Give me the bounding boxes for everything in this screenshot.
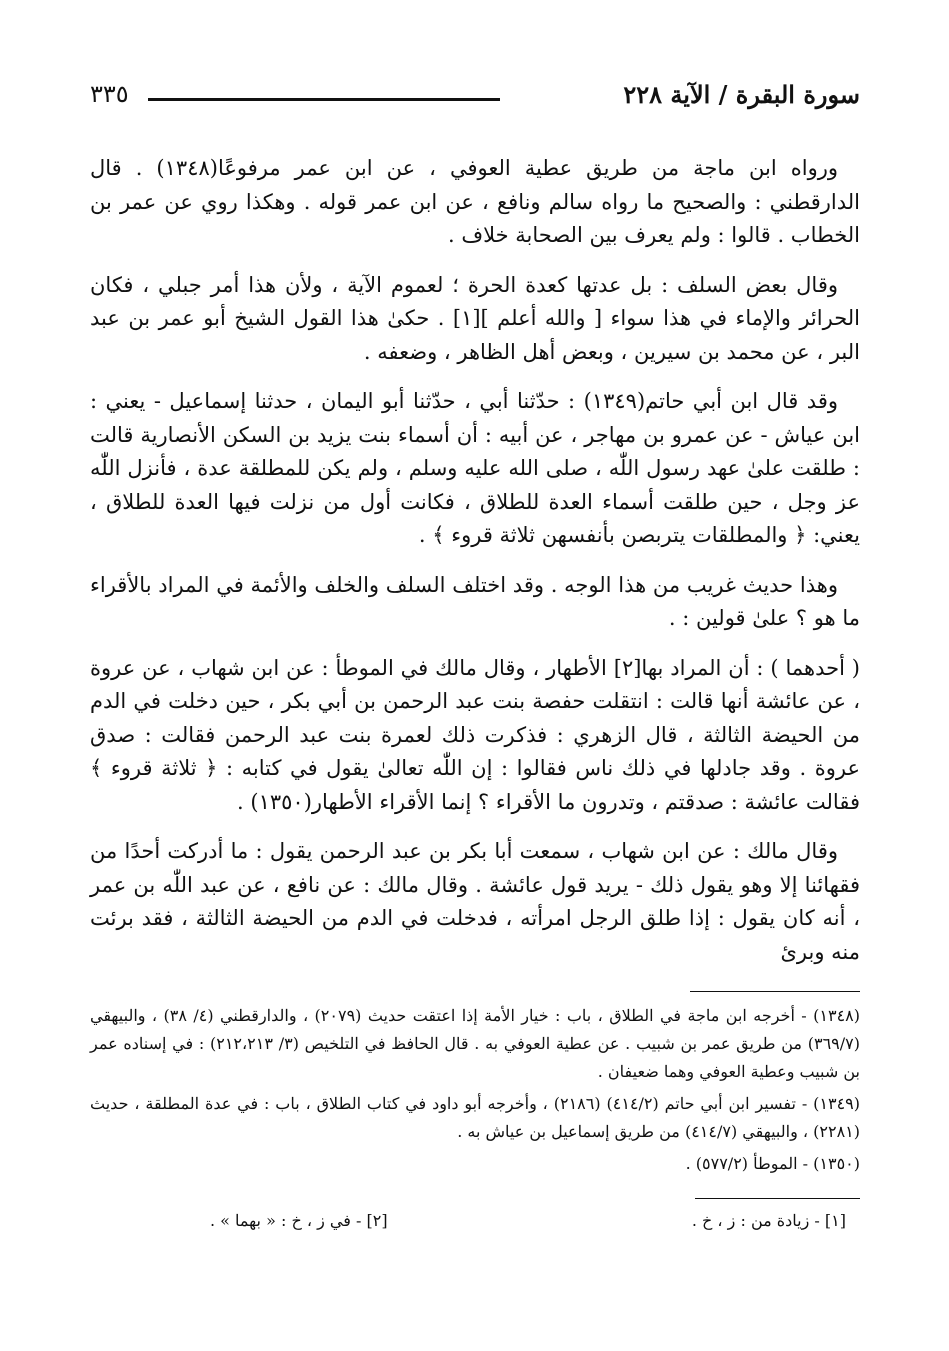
book-page: [90, 78, 860, 1318]
page-header: [90, 78, 860, 118]
main-text: [90, 152, 860, 969]
editor-note-1: [١] - زيادة من : ز ، خ .: [691, 1211, 846, 1230]
paragraph-1: ورواه ابن ماجة من طريق عطية العوفي ، عن ابن عمر مرفوعًا(١٣٤٨) . قال الدارقطني : والصحيح ما رواه سالم ونافع ، عن ابن عمر قوله . وهكذا روي عن عمر بن الخطاب . قالوا : ولم يعرف بين الصحابة خلاف .: [90, 156, 860, 247]
header-rule: [148, 98, 500, 101]
bottom-note-separator: [695, 1198, 860, 1199]
paragraph-2: وقال بعض السلف : بل عدتها كعدة الحرة ؛ لعموم الآية ، ولأن هذا أمر جبلي ، فكان الحرائر والإماء في هذا سواء [ والله أعلم ][١] . حكىٰ هذا القول الشيخ أبو عمر بن عبد البر ، عن محمد بن سيرين ، وبعض أهل الظاهر ، وضعفه .: [90, 272, 860, 364]
footnote-1349: (١٣٤٩) - تفسير ابن أبي حاتم (٤١٤/٢) (٢١٨٦) ، وأخرجه أبو داود في كتاب الطلاق ، باب : في عدة المطلقة ، حديث (٢٢٨١) ، والبيهقي (٤١٤/٧) من طريق إسماعيل بن عياش به .: [90, 1094, 860, 1141]
footnote-1348: (١٣٤٨) - أخرجه ابن ماجة في الطلاق ، باب : خيار الأمة إذا اعتقت حديث (٢٠٧٩) ، والدارقطني (٤/ ٣٨) ، والبيهقي (٣٦٩/٧) من طريق عمر بن شبيب . عن عطية العوفي به . قال الحافظ في التلخيص (٣/ ٢١٢،٢١٣) : في إسناده عمر بن شبيب وعطية العوفي وهما ضعيفان .: [90, 1006, 860, 1081]
editor-note-2: [٢] - في ز ، خ : « بهما » .: [210, 1211, 388, 1230]
footnote-separator: [690, 991, 860, 992]
paragraph-4: وهذا حديث غريب من هذا الوجه . وقد اختلف السلف والخلف والأئمة في المراد بالأقراء ما هو ؟ علىٰ قولين : .: [90, 572, 860, 630]
running-title: سورة البقرة / الآية ٢٢٨: [623, 80, 860, 109]
paragraph-6: وقال مالك : عن ابن شهاب ، سمعت أبا بكر بن عبد الرحمن يقول : ما أدركت أحدًا من فقهائنا إلا وهو يقول ذلك - يريد قول عائشة . وقال مالك : عن نافع ، عن عبد اللّٰه بن عمر ، أنه كان يقول : إذا طلق الرجل امرأته ، فدخلت في الدم من الحيضة الثالثة ، فقد برئت منه وبرئ: [90, 839, 860, 964]
footnotes: [90, 1002, 860, 1178]
page-number: ٣٣٥: [90, 80, 129, 108]
paragraph-5: ( أحدهما ) : أن المراد بها[٢] الأطهار ، وقال مالك في الموطأ : عن ابن شهاب ، عن عروة ، عن عائشة أنها قالت : انتقلت حفصة بنت عبد الرحمن بن أبي بكر ، حين دخلت في الدم من الحيضة الثالثة ، قال الزهري : فذكرت ذلك لعمرة بنت عبد الرحمن فقالت : صدق عروة . وقد جادلها في ذلك ناس فقالوا : إن اللّٰه تعالىٰ يقول في كتابه : ﴿ ثلاثة قروء ﴾ فقالت عائشة : صدقتم ، وتدرون ما الأقراء ؟ إنما الأقراء الأطهار(١٣٥٠) .: [90, 655, 860, 814]
editor-notes: [90, 1211, 860, 1241]
footnote-1350: (١٣٥٠) - الموطأ (٥٧٧/٢) .: [685, 1154, 860, 1173]
paragraph-3: وقد قال ابن أبي حاتم(١٣٤٩) : حدّثنا أبي ، حدّثنا أبو اليمان ، حدثنا إسماعيل - يعني : ابن عياش - عن عمرو بن مهاجر ، عن أبيه : أن أسماء بنت يزيد بن السكن الأنصارية قالت : طلقت علىٰ عهد رسول اللّٰه ، صلى الله عليه وسلم ، ولم يكن للمطلقة عدة ، فأنزل اللّٰه عز وجل ، حين طلقت أسماء العدة للطلاق ، فكانت أول من نزلت فيها العدة للطلاق ، يعني: ﴿ والمطلقات يتربصن بأنفسهن ثلاثة قروء ﴾ .: [90, 389, 860, 547]
